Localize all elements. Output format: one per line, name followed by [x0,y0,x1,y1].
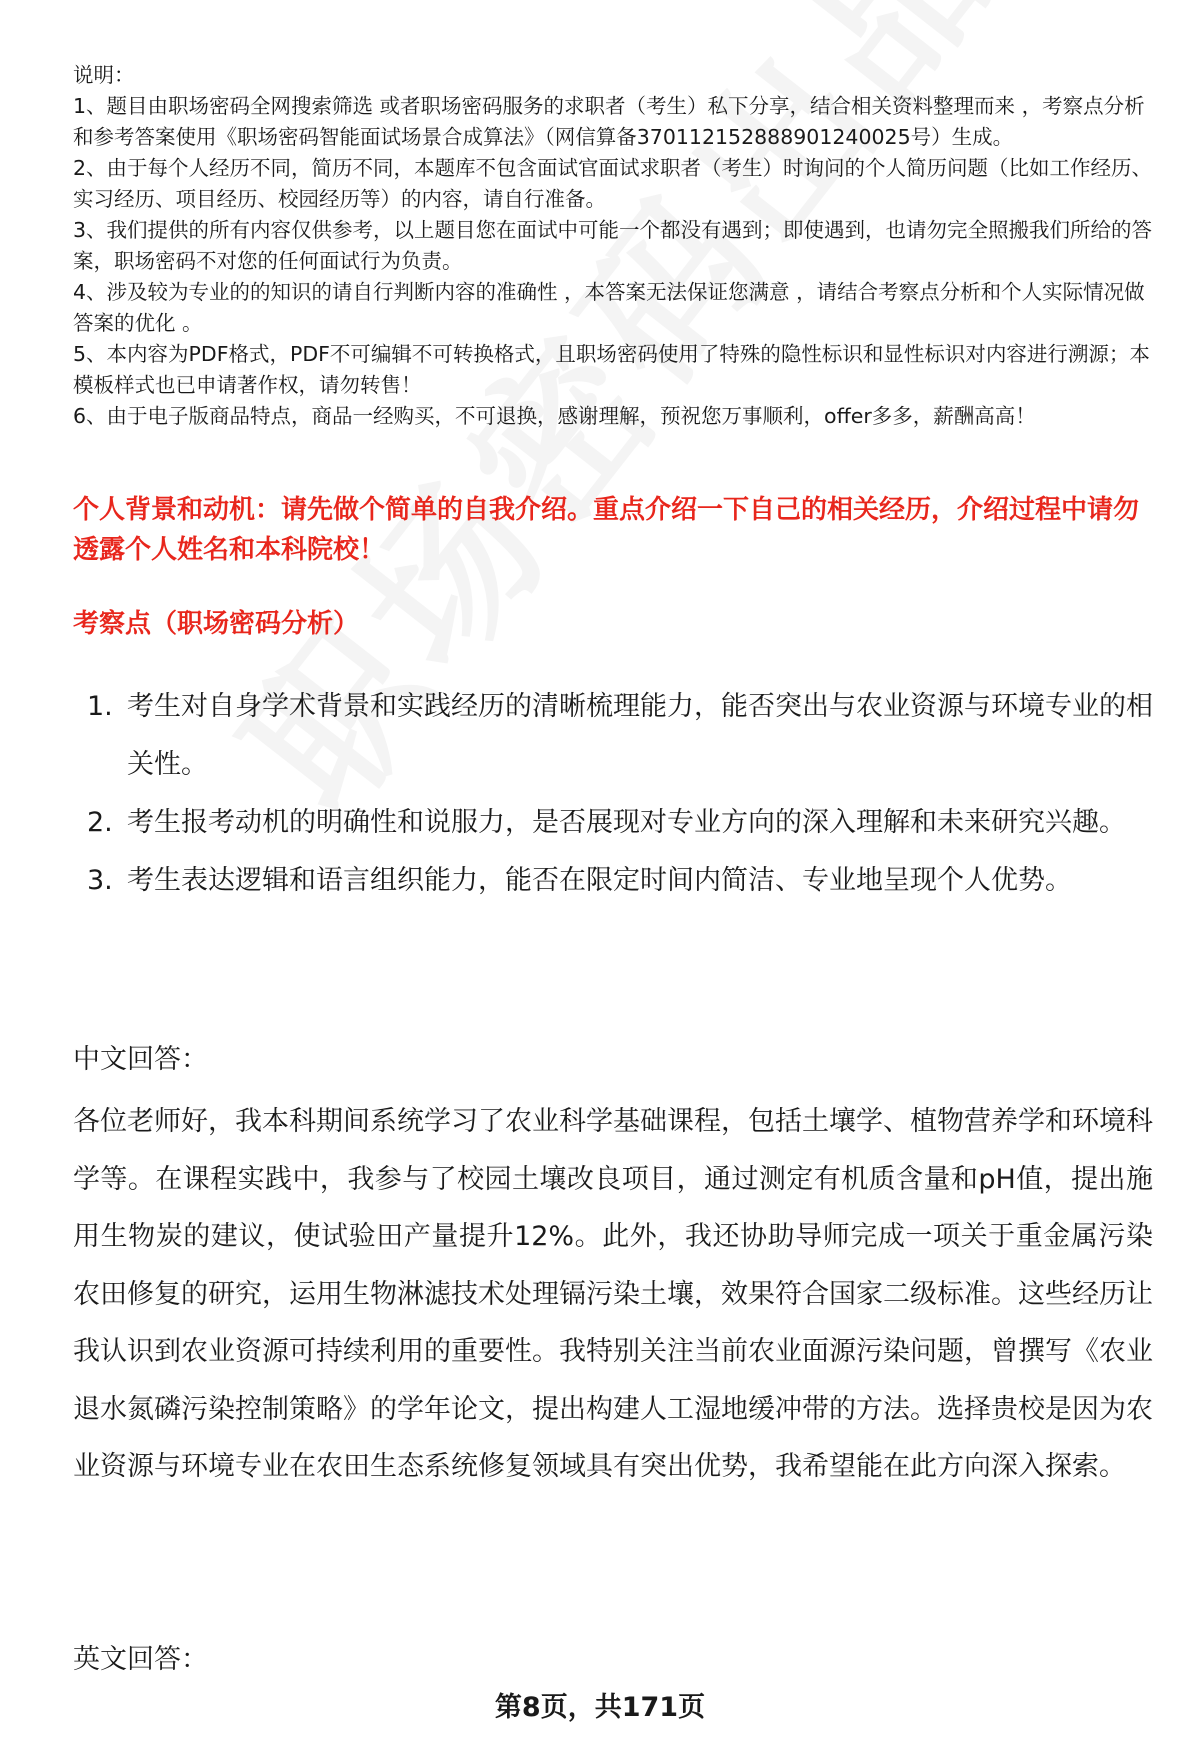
point-text: 考生报考动机的明确性和说服力，是否展现对专业方向的深入理解和未来研究兴趣。 [127,807,1126,838]
question-heading: 个人背景和动机：请先做个简单的自我介绍。重点介绍一下自己的相关经历，介绍过程中请勿透露个人姓名和本科院校！ [73,495,1140,565]
analysis-points-list [73,678,1153,910]
page-number-footer: 第8页，共171页 [494,1692,706,1723]
note-item-4: 4、涉及较为专业的的知识的请自行判断内容的准确性 ，本答案无法保证您满意 ，请结合考察点分析和个人实际情况做答案的优化 。 [73,280,1145,335]
notes-section [73,60,1163,432]
chinese-answer-label: 中文回答： [73,1044,208,1075]
analysis-point [73,794,1153,852]
note-item-3: 3、我们提供的所有内容仅供参考，以上题目您在面试中可能一个都没有遇到；即使遇到，也请勿完全照搬我们所给的答案，职场密码不对您的任何面试行为负责。 [73,218,1153,273]
analysis-title: 考察点（职场密码分析） [73,609,360,639]
analysis-point [73,852,1153,910]
note-item-1: 1、题目由职场密码全网搜索筛选 或者职场密码服务的求职者（考生）私下分享，结合相关资料整理而来 ，考察点分析和参考答案使用《职场密码智能面试场景合成算法》（网信算备370112152888901240025号）生成。 [73,94,1145,149]
note-item-5: 5、本内容为PDF格式，PDF不可编辑不可转换格式，且职场密码使用了特殊的隐性标识和显性标识对内容进行溯源；本模板样式也已申请著作权，请勿转售！ [73,342,1150,397]
point-number: 2. [87,807,113,838]
chinese-answer-text: 各位老师好，我本科期间系统学习了农业科学基础课程，包括土壤学、植物营养学和环境科学等。在课程实践中，我参与了校园土壤改良项目，通过测定有机质含量和pH值，提出施用生物炭的建议，使试验田产量提升12%。此外，我还协助导师完成一项关于重金属污染农田修复的研究，运用生物淋滤技术处理镉污染土壤，效果符合国家二级标准。这些经历让我认识到农业资源可持续利用的重要性。我特别关注当前农业面源污染问题，曾撰写《农业退水氮磷污染控制策略》的学年论文，提出构建人工湿地缓冲带的方法。选择贵校是因为农业资源与环境专业在农田生态系统修复领域具有突出优势，我希望能在此方向深入探索。 [73,1106,1153,1482]
notes-heading: 说明： [73,63,135,87]
point-number: 3. [87,865,113,896]
analysis-point [73,678,1153,794]
english-answer-label: 英文回答： [73,1644,208,1675]
note-item-2: 2、由于每个人经历不同，简历不同，本题库不包含面试官面试求职者（考生）时询问的个人简历问题（比如工作经历、实习经历、项目经历、校园经历等）的内容，请自行准备。 [73,156,1153,211]
point-number: 1. [87,691,113,722]
point-text: 考生表达逻辑和语言组织能力，能否在限定时间内简洁、专业地呈现个人优势。 [127,865,1072,896]
point-text: 考生对自身学术背景和实践经历的清晰梳理能力，能否突出与农业资源与环境专业的相关性。 [127,691,1153,780]
note-item-6: 6、由于电子版商品特点，商品一经购买，不可退换，感谢理解，预祝您万事顺利，offer多多，薪酬高高！ [73,404,1036,428]
